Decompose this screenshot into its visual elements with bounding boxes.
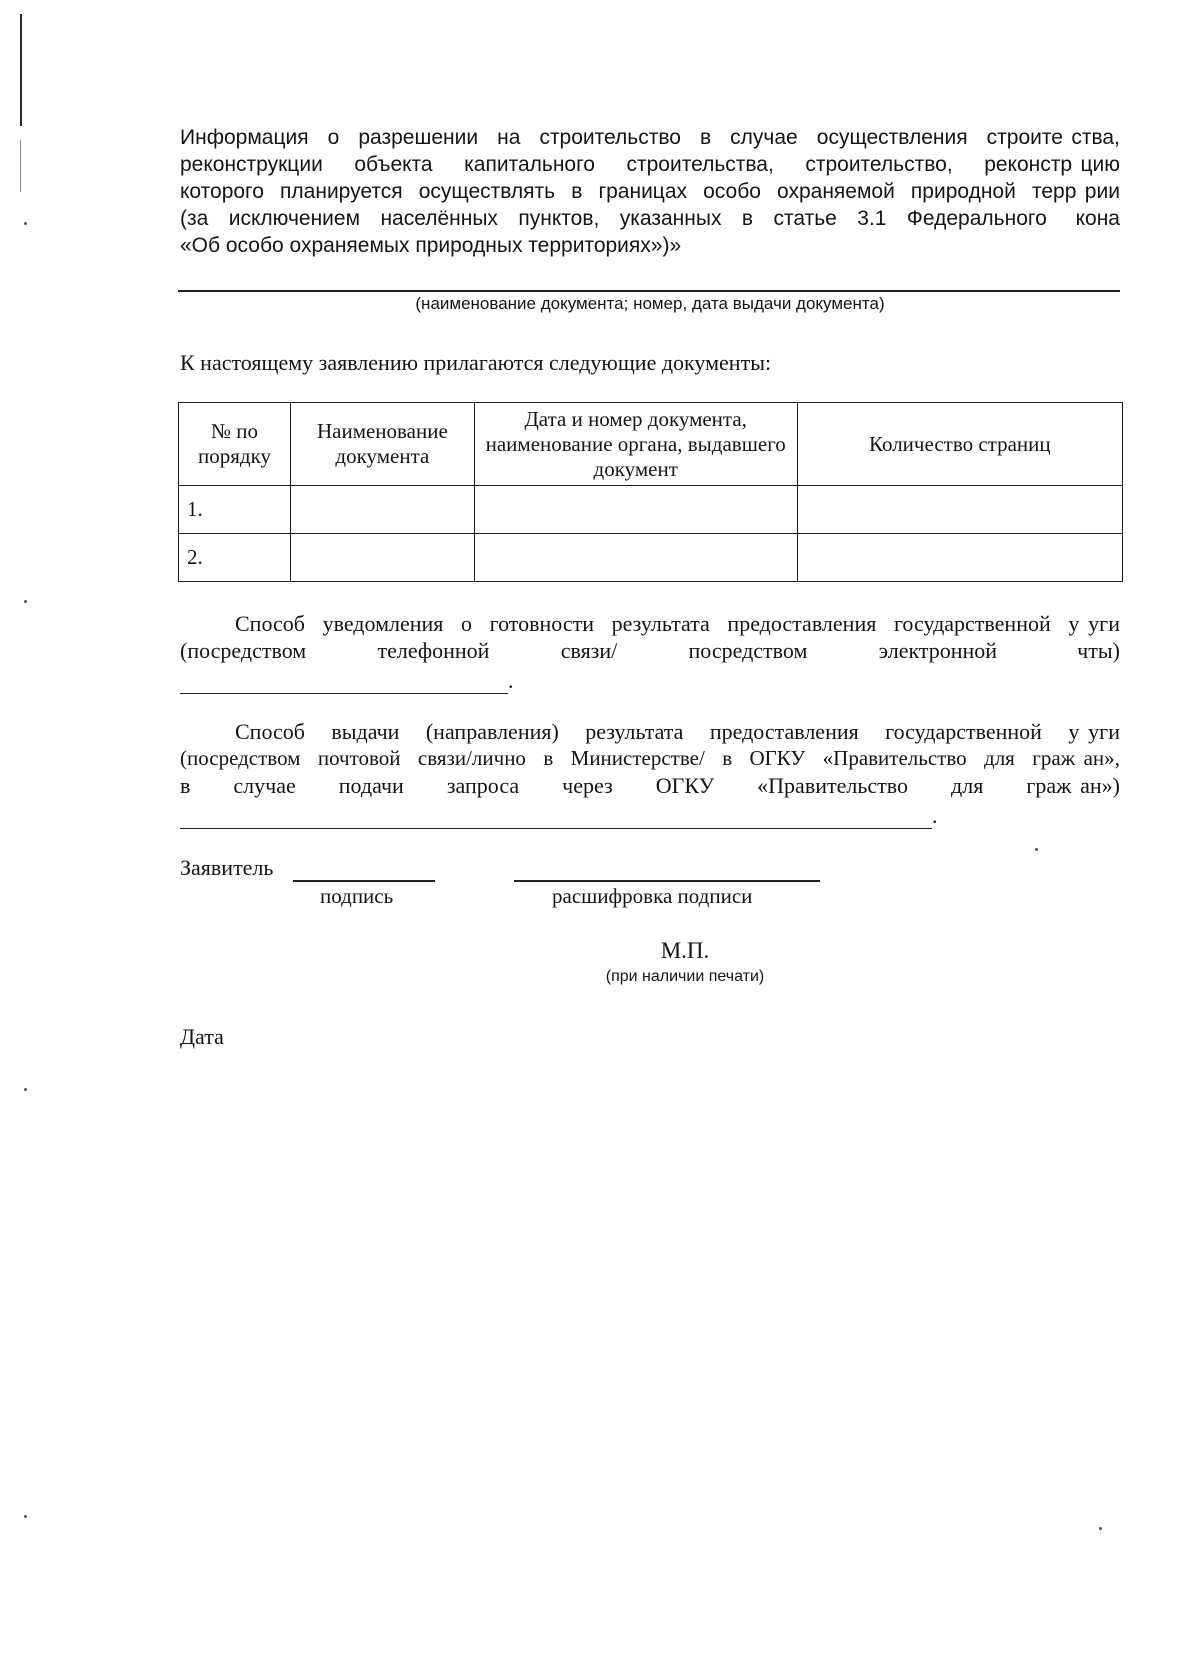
scan-speck xyxy=(24,222,27,225)
permit-info-paragraph xyxy=(180,124,1120,259)
issuance-fill-row: . xyxy=(180,799,1120,829)
paragraph-line: (за исключением населённых пунктов, указанных в статье 3.1 Федерального кона xyxy=(180,207,1120,230)
paragraph-line: (посредством почтовой связи/лично в Министерстве/ в ОГКУ «Правительство для граж ан», xyxy=(180,746,1120,770)
paragraph-line: «Об особо охраняемых природных территориях»)» xyxy=(180,234,682,257)
scan-speck xyxy=(24,1515,27,1518)
column-header-doc-name: Наименование документа xyxy=(291,403,475,486)
scan-artifact-line xyxy=(20,140,21,192)
table-row xyxy=(179,486,1123,534)
signature-decryption-fill-line[interactable] xyxy=(514,880,820,882)
paragraph-line: Способ выдачи (направления) результата предоставления государственной у уги xyxy=(235,719,1120,744)
table-cell[interactable] xyxy=(474,486,797,534)
paragraph-line: реконструкции объекта капитального строительства, строительство, реконстр цию xyxy=(180,153,1120,176)
notification-fill-line[interactable] xyxy=(180,673,508,694)
document-name-caption: (наименование документа; номер, дата выдачи документа) xyxy=(415,294,885,313)
signature-decryption-caption: расшифровка подписи xyxy=(552,884,753,908)
column-header-page-count: Количество страниц xyxy=(797,403,1122,486)
table-cell[interactable] xyxy=(797,534,1122,582)
table-cell[interactable] xyxy=(291,486,475,534)
seal-label: М.П. xyxy=(660,938,710,963)
attachments-table xyxy=(178,402,1123,582)
scan-speck xyxy=(1035,848,1038,851)
notification-method-paragraph xyxy=(180,610,1120,694)
table-cell[interactable] xyxy=(474,534,797,582)
table-cell[interactable] xyxy=(291,534,475,582)
column-header-number: № по порядку xyxy=(179,403,291,486)
notification-fill-row: . xyxy=(180,664,1120,694)
table-header-row xyxy=(179,403,1123,486)
column-header-doc-date-number: Дата и номер документа, наименование органа, выдавшего документ xyxy=(474,403,797,486)
paragraph-line: которого планируется осуществлять в границах особо охраняемой природной терр рии xyxy=(180,180,1120,203)
table-cell: 2. xyxy=(179,534,291,582)
table-cell[interactable] xyxy=(797,486,1122,534)
paragraph-line: Способ уведомления о готовности результата предоставления государственной у уги xyxy=(235,611,1120,636)
signature-caption: подпись xyxy=(320,884,394,908)
table-cell: 1. xyxy=(179,486,291,534)
document-name-fill-line[interactable] xyxy=(178,290,1120,292)
issuance-fill-line[interactable] xyxy=(180,808,932,829)
scan-speck xyxy=(24,1088,27,1091)
issuance-method-paragraph xyxy=(180,718,1120,829)
paragraph-line: в случае подачи запроса через ОГКУ «Правительство для граж ан») xyxy=(180,773,1120,798)
date-label: Дата xyxy=(180,1024,224,1049)
seal-caption: (при наличии печати) xyxy=(605,968,765,985)
paragraph-line: Информация о разрешении на строительство в случае осуществления строите ства, xyxy=(180,126,1120,149)
scan-speck xyxy=(24,600,27,603)
table-row xyxy=(179,534,1123,582)
applicant-label: Заявитель xyxy=(180,855,274,880)
attachments-intro: К настоящему заявлению прилагаются следующие документы: xyxy=(180,350,772,375)
paragraph-line: (посредством телефонной связи/ посредством электронной чты) xyxy=(180,638,1120,663)
signature-fill-line[interactable] xyxy=(293,880,435,882)
scan-speck xyxy=(1099,1527,1102,1530)
scan-artifact-line xyxy=(20,14,22,126)
